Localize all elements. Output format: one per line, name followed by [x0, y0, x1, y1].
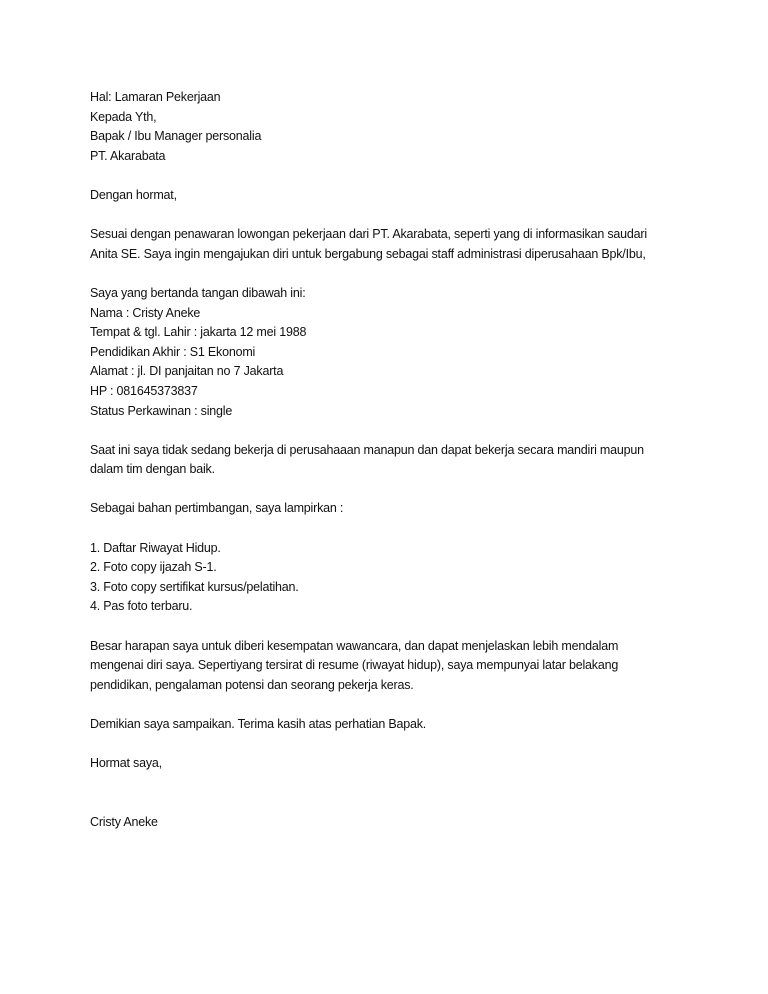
spacer: [90, 264, 690, 284]
status-paragraph: [90, 441, 690, 480]
application-letter: [90, 88, 690, 832]
identity-education: Pendidikan Akhir : S1 Ekonomi: [90, 344, 256, 359]
list-item: 1. Daftar Riwayat Hidup.: [90, 540, 221, 555]
greeting: Dengan hormat,: [90, 187, 177, 202]
subject-line: Hal: Lamaran Pekerjaan: [90, 90, 221, 104]
intro-paragraph: [90, 225, 690, 264]
signature-name: Cristy Aneke: [90, 814, 158, 829]
list-item: 4. Pas foto terbaru.: [90, 599, 193, 614]
addressee-line: Kepada Yth,: [90, 109, 157, 124]
company-line: PT. Akarabata: [90, 148, 166, 163]
closing-line: Demikian saya sampaikan. Terima kasih atas perhatian Bapak.: [90, 717, 427, 731]
spacer: [90, 695, 690, 715]
spacer: [90, 421, 690, 441]
identity-phone: HP : 081645373837: [90, 383, 198, 398]
spacer: [90, 206, 690, 226]
sign-off: Hormat saya,: [90, 756, 162, 771]
hope-line: Besar harapan saya untuk diberi kesempatan wawancara, dan dapat menjelaskan lebih mendalam: [90, 638, 619, 653]
signature-space: [90, 774, 690, 813]
spacer: [90, 617, 690, 637]
status-line: Saat ini saya tidak sedang bekerja di perusahaaan manapun dan dapat bekerja secara mandiri maupun: [90, 442, 644, 457]
spacer: [90, 519, 690, 539]
spacer: [90, 735, 690, 755]
status-line: dalam tim dengan baik.: [90, 462, 215, 477]
attachments-lead: Sebagai bahan pertimbangan, saya lampirkan :: [90, 501, 344, 516]
identity-block: [90, 284, 690, 421]
attachments-list: [90, 539, 690, 617]
list-item: 3. Foto copy sertifikat kursus/pelatihan.: [90, 579, 299, 594]
intro-line: Sesuai dengan penawaran lowongan pekerjaan dari PT. Akarabata, seperti yang di informasikan saudari: [90, 227, 647, 242]
hope-line: pendidikan, pengalaman potensi dan seorang pekerja keras.: [90, 677, 414, 692]
identity-birth: Tempat & tgl. Lahir : jakarta 12 mei 1988: [90, 325, 307, 340]
hope-line: mengenai diri saya. Sepertiyang tersirat di resume (riwayat hidup), saya mempunyai latar belakang: [90, 658, 619, 673]
identity-address: Alamat : jl. DI panjaitan no 7 Jakarta: [90, 364, 284, 379]
recipient-line: Bapak / Ibu Manager personalia: [90, 129, 262, 144]
spacer: [90, 166, 690, 186]
identity-marital-status: Status Perkawinan : single: [90, 403, 233, 418]
hope-paragraph: [90, 637, 690, 696]
list-item: 2. Foto copy ijazah S-1.: [90, 560, 217, 575]
identity-lead: Saya yang bertanda tangan dibawah ini:: [90, 285, 306, 300]
intro-line: Anita SE. Saya ingin mengajukan diri untuk bergabung sebagai staff administrasi diperusahaan Bpk/Ibu,: [90, 246, 646, 261]
spacer: [90, 480, 690, 500]
identity-name: Nama : Cristy Aneke: [90, 305, 201, 320]
